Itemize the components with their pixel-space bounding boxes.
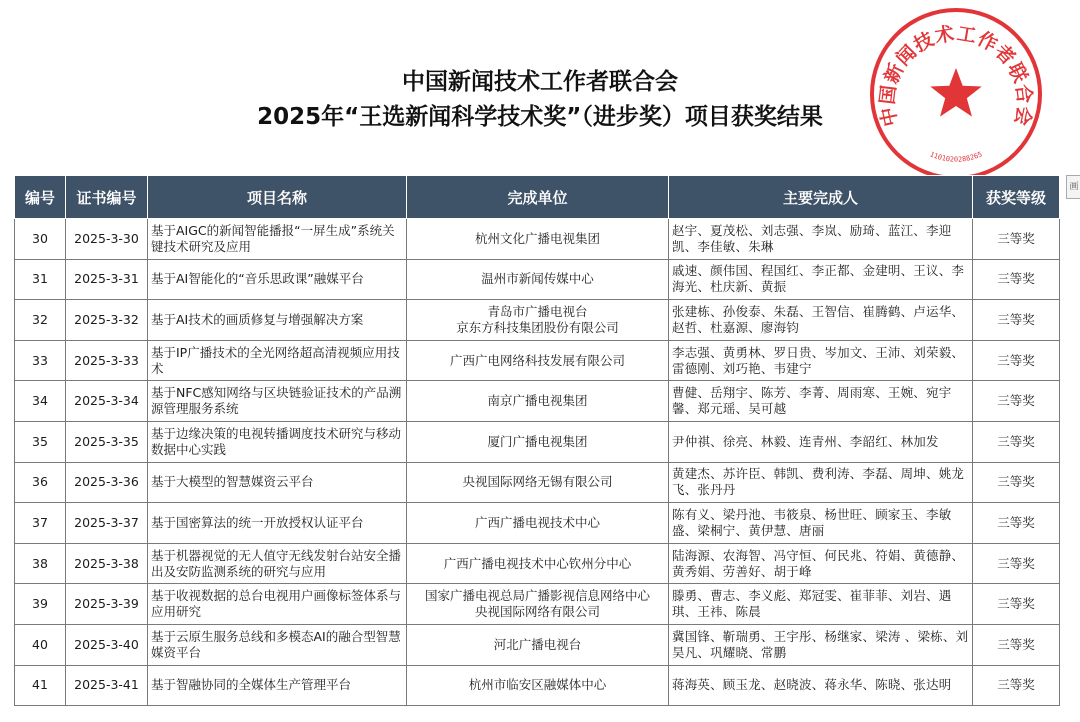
certificate-number: 2025-3-32 bbox=[66, 300, 148, 341]
row-number: 41 bbox=[15, 665, 66, 706]
completing-unit bbox=[407, 503, 669, 544]
table-row bbox=[15, 421, 1060, 462]
completing-unit bbox=[407, 421, 669, 462]
certificate-number: 2025-3-38 bbox=[66, 543, 148, 584]
svg-text:中国新闻技术工作者联合会: 中国新闻技术工作者联合会 bbox=[876, 22, 1036, 129]
document-title: 2025年“王选新闻科学技术奖”（进步奖）项目获奖结果 bbox=[257, 104, 823, 130]
unit-name: 广西广电网络科技发展有限公司 bbox=[449, 352, 625, 368]
project-name: 基于国密算法的统一开放授权认证平台 bbox=[148, 503, 407, 544]
completing-unit bbox=[407, 665, 669, 706]
row-number: 33 bbox=[15, 340, 66, 381]
certificate-number: 2025-3-37 bbox=[66, 503, 148, 544]
certificate-number: 2025-3-34 bbox=[66, 381, 148, 422]
award-level: 三等奖 bbox=[973, 259, 1060, 300]
table-row bbox=[15, 340, 1060, 381]
official-seal bbox=[868, 6, 1044, 182]
row-number: 37 bbox=[15, 503, 66, 544]
main-contributors: 黄建杰、苏许臣、韩凯、费利涛、李磊、周坤、姚龙飞、张丹丹 bbox=[669, 462, 973, 503]
project-name: 基于AI智能化的“音乐思政课”融媒平台 bbox=[148, 259, 407, 300]
certificate-number: 2025-3-30 bbox=[66, 219, 148, 260]
main-contributors: 蒋海英、顾玉龙、赵晓波、蒋永华、陈晓、张达明 bbox=[669, 665, 973, 706]
award-level: 三等奖 bbox=[973, 503, 1060, 544]
award-level: 三等奖 bbox=[973, 665, 1060, 706]
table-row bbox=[15, 584, 1060, 625]
side-panel-tab[interactable]: 画 bbox=[1066, 175, 1080, 199]
header-cell: 证书编号 bbox=[66, 176, 148, 219]
project-name: 基于机器视觉的无人值守无线发射台站安全播出及安防监测系统的研究与应用 bbox=[148, 543, 407, 584]
project-name: 基于边缘决策的电视转播调度技术研究与移动数据中心实践 bbox=[148, 421, 407, 462]
project-name: 基于AI技术的画质修复与增强解决方案 bbox=[148, 300, 407, 341]
table-row bbox=[15, 543, 1060, 584]
award-level: 三等奖 bbox=[973, 462, 1060, 503]
main-contributors: 滕勇、曹志、李义彪、郑冠雯、崔菲菲、刘岩、遇琪、王祎、陈晨 bbox=[669, 584, 973, 625]
table-row bbox=[15, 624, 1060, 665]
main-contributors: 赵宇、夏茂松、刘志强、李岚、励琦、蓝江、李迎凯、李佳敏、朱琳 bbox=[669, 219, 973, 260]
certificate-number: 2025-3-33 bbox=[66, 340, 148, 381]
row-number: 30 bbox=[15, 219, 66, 260]
row-number: 34 bbox=[15, 381, 66, 422]
row-number: 35 bbox=[15, 421, 66, 462]
unit-name: 央视国际网络无锡有限公司 bbox=[462, 474, 613, 490]
unit-name: 青岛市广播电视台 bbox=[487, 303, 588, 319]
certificate-number: 2025-3-31 bbox=[66, 259, 148, 300]
table-header-row bbox=[15, 176, 1060, 219]
award-level: 三等奖 bbox=[973, 584, 1060, 625]
project-name: 基于收视数据的总台电视用户画像标签体系与应用研究 bbox=[148, 584, 407, 625]
unit-name: 国家广播电视总局广播影视信息网络中心 bbox=[424, 588, 650, 604]
certificate-number: 2025-3-40 bbox=[66, 624, 148, 665]
table-row bbox=[15, 503, 1060, 544]
award-level: 三等奖 bbox=[973, 340, 1060, 381]
unit-name: 杭州文化广播电视集团 bbox=[474, 230, 600, 246]
unit-name: 南京广播电视集团 bbox=[487, 393, 588, 409]
header-cell: 完成单位 bbox=[407, 176, 669, 219]
table-row bbox=[15, 300, 1060, 341]
unit-name: 杭州市临安区融媒体中心 bbox=[468, 677, 607, 693]
award-level: 三等奖 bbox=[973, 381, 1060, 422]
main-contributors: 曹健、岳翔宇、陈芳、李菁、周雨寒、王婉、宛宇馨、郑元瑶、吴可越 bbox=[669, 381, 973, 422]
awards-table bbox=[14, 175, 1060, 706]
row-number: 32 bbox=[15, 300, 66, 341]
project-name: 基于IP广播技术的全光网络超高清视频应用技术 bbox=[148, 340, 407, 381]
unit-name: 京东方科技集团股份有限公司 bbox=[456, 319, 619, 335]
award-level: 三等奖 bbox=[973, 300, 1060, 341]
svg-text:1101020288265: 1101020288265 bbox=[928, 150, 984, 164]
certificate-number: 2025-3-36 bbox=[66, 462, 148, 503]
header-cell: 编号 bbox=[15, 176, 66, 219]
completing-unit bbox=[407, 340, 669, 381]
main-contributors: 陆海源、农海智、冯守恒、何民兆、符娟、黄德静、黄秀娟、劳善好、胡于峰 bbox=[669, 543, 973, 584]
completing-unit bbox=[407, 300, 669, 341]
main-contributors: 陈有义、梁丹池、韦筱泉、杨世旺、顾家玉、李敏盛、梁桐宁、黄伊慧、唐丽 bbox=[669, 503, 973, 544]
main-contributors: 李志强、黄勇林、罗日贵、岑加文、王沛、刘荣毅、雷德刚、刘巧艳、韦建宁 bbox=[669, 340, 973, 381]
project-name: 基于AIGC的新闻智能播报“一屏生成”系统关键技术研究及应用 bbox=[148, 219, 407, 260]
table-row bbox=[15, 259, 1060, 300]
row-number: 38 bbox=[15, 543, 66, 584]
project-name: 基于智融协同的全媒体生产管理平台 bbox=[148, 665, 407, 706]
project-name: 基于大模型的智慧媒资云平台 bbox=[148, 462, 407, 503]
header-cell: 获奖等级 bbox=[973, 176, 1060, 219]
unit-name: 温州市新闻传媒中心 bbox=[481, 271, 594, 287]
org-title: 中国新闻技术工作者联合会 bbox=[402, 69, 678, 95]
completing-unit bbox=[407, 259, 669, 300]
main-contributors: 冀国锋、靳瑞勇、王宇彤、杨继家、梁涛 、梁栋、刘昊凡、巩耀晓、常鹏 bbox=[669, 624, 973, 665]
header-cell: 项目名称 bbox=[148, 176, 407, 219]
unit-name: 央视国际网络有限公司 bbox=[474, 604, 600, 620]
award-level: 三等奖 bbox=[973, 543, 1060, 584]
unit-name: 厦门广播电视集团 bbox=[487, 433, 588, 449]
row-number: 39 bbox=[15, 584, 66, 625]
completing-unit bbox=[407, 219, 669, 260]
completing-unit bbox=[407, 381, 669, 422]
row-number: 36 bbox=[15, 462, 66, 503]
header-cell: 主要完成人 bbox=[669, 176, 973, 219]
award-level: 三等奖 bbox=[973, 624, 1060, 665]
main-contributors: 张建栋、孙俊泰、朱磊、王智信、崔腾鹤、卢运华、赵哲、杜嘉源、廖海钧 bbox=[669, 300, 973, 341]
unit-name: 广西广播电视技术中心钦州分中心 bbox=[443, 555, 632, 571]
main-contributors: 尹仲祺、徐亮、林毅、连青州、李韶红、林加发 bbox=[669, 421, 973, 462]
table-row bbox=[15, 665, 1060, 706]
seal-star-icon bbox=[930, 68, 981, 117]
row-number: 40 bbox=[15, 624, 66, 665]
main-contributors: 戚速、颜伟国、程国红、李正都、金建明、王议、李海光、杜庆新、黄振 bbox=[669, 259, 973, 300]
award-level: 三等奖 bbox=[973, 421, 1060, 462]
certificate-number: 2025-3-35 bbox=[66, 421, 148, 462]
certificate-number: 2025-3-41 bbox=[66, 665, 148, 706]
certificate-number: 2025-3-39 bbox=[66, 584, 148, 625]
completing-unit bbox=[407, 462, 669, 503]
unit-name: 河北广播电视台 bbox=[493, 636, 582, 652]
project-name: 基于NFC感知网络与区块链验证技术的产品溯源管理服务系统 bbox=[148, 381, 407, 422]
row-number: 31 bbox=[15, 259, 66, 300]
completing-unit bbox=[407, 624, 669, 665]
table-row bbox=[15, 381, 1060, 422]
table-row bbox=[15, 462, 1060, 503]
table-row bbox=[15, 219, 1060, 260]
completing-unit bbox=[407, 584, 669, 625]
unit-name: 广西广播电视技术中心 bbox=[474, 514, 600, 530]
project-name: 基于云原生服务总线和多模态AI的融合型智慧媒资平台 bbox=[148, 624, 407, 665]
completing-unit bbox=[407, 543, 669, 584]
award-level: 三等奖 bbox=[973, 219, 1060, 260]
